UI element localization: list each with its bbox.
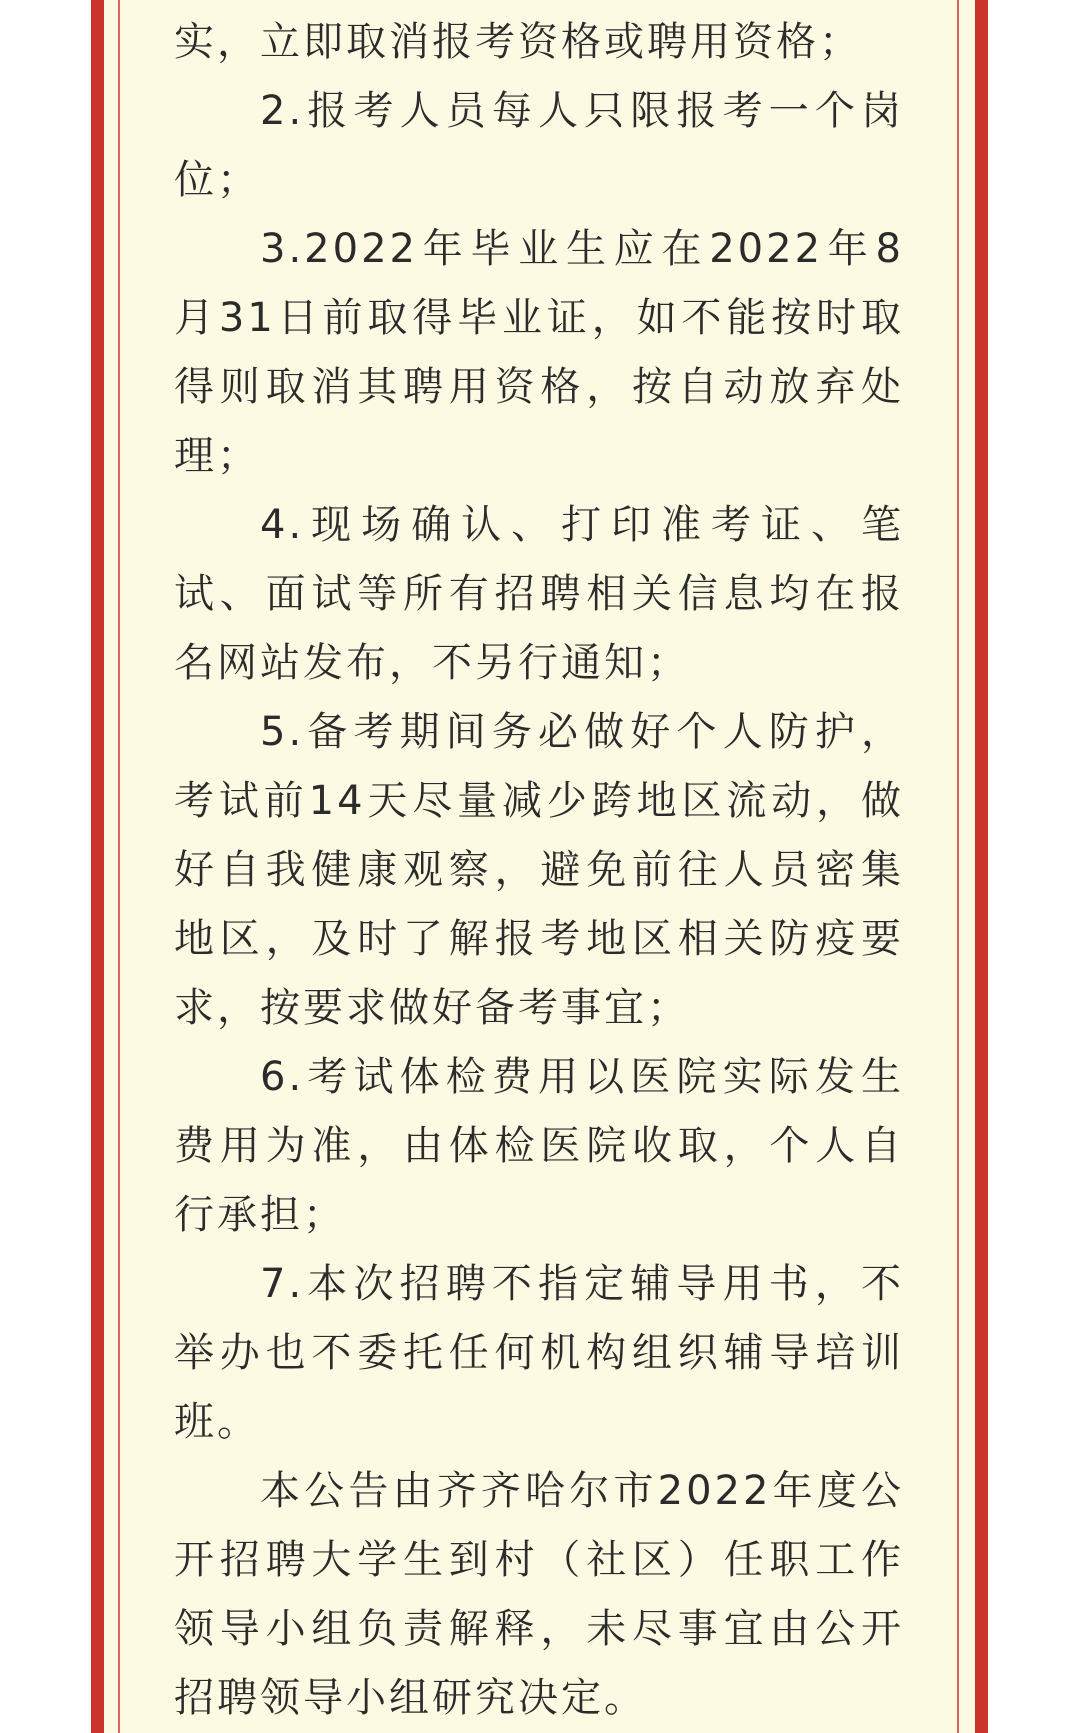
left-red-border: [91, 0, 104, 1733]
paragraph-item-7: 7.本次招聘不指定辅导用书，不举办也不委托任何机构组织辅导培训班。: [174, 1261, 904, 1445]
paragraph-item-5: 5.备考期间务必做好个人防护，考试前14天尽量减少跨地区流动，做好自我健康观察，避免前往人员密集地区，及时了解报考地区相关防疫要求，按要求做好备考事宜；: [174, 709, 904, 1031]
paragraph-item-3: 3.2022年毕业生应在2022年8月31日前取得毕业证，如不能按时取得则取消其聘用资格，按自动放弃处理；: [174, 226, 904, 479]
right-red-border: [975, 0, 988, 1733]
paragraph-item-2: 2.报考人员每人只限报考一个岗位；: [174, 88, 904, 203]
paragraph-closing-statement: 本公告由齐齐哈尔市2022年度公开招聘大学生到村（社区）任职工作领导小组负责解释，未尽事宜由公开招聘领导小组研究决定。: [174, 1468, 904, 1721]
right-inner-rule: [957, 0, 959, 1733]
paragraph-item-6: 6.考试体检费用以医院实际发生费用为准，由体检医院收取，个人自行承担；: [174, 1054, 904, 1238]
left-inner-rule: [118, 0, 120, 1733]
notice-body: [174, 8, 904, 1733]
paragraph-continuation: 实，立即取消报考资格或聘用资格；: [174, 19, 862, 65]
paragraph-item-4: 4.现场确认、打印准考证、笔试、面试等所有招聘相关信息均在报名网站发布，不另行通知；: [174, 502, 904, 686]
